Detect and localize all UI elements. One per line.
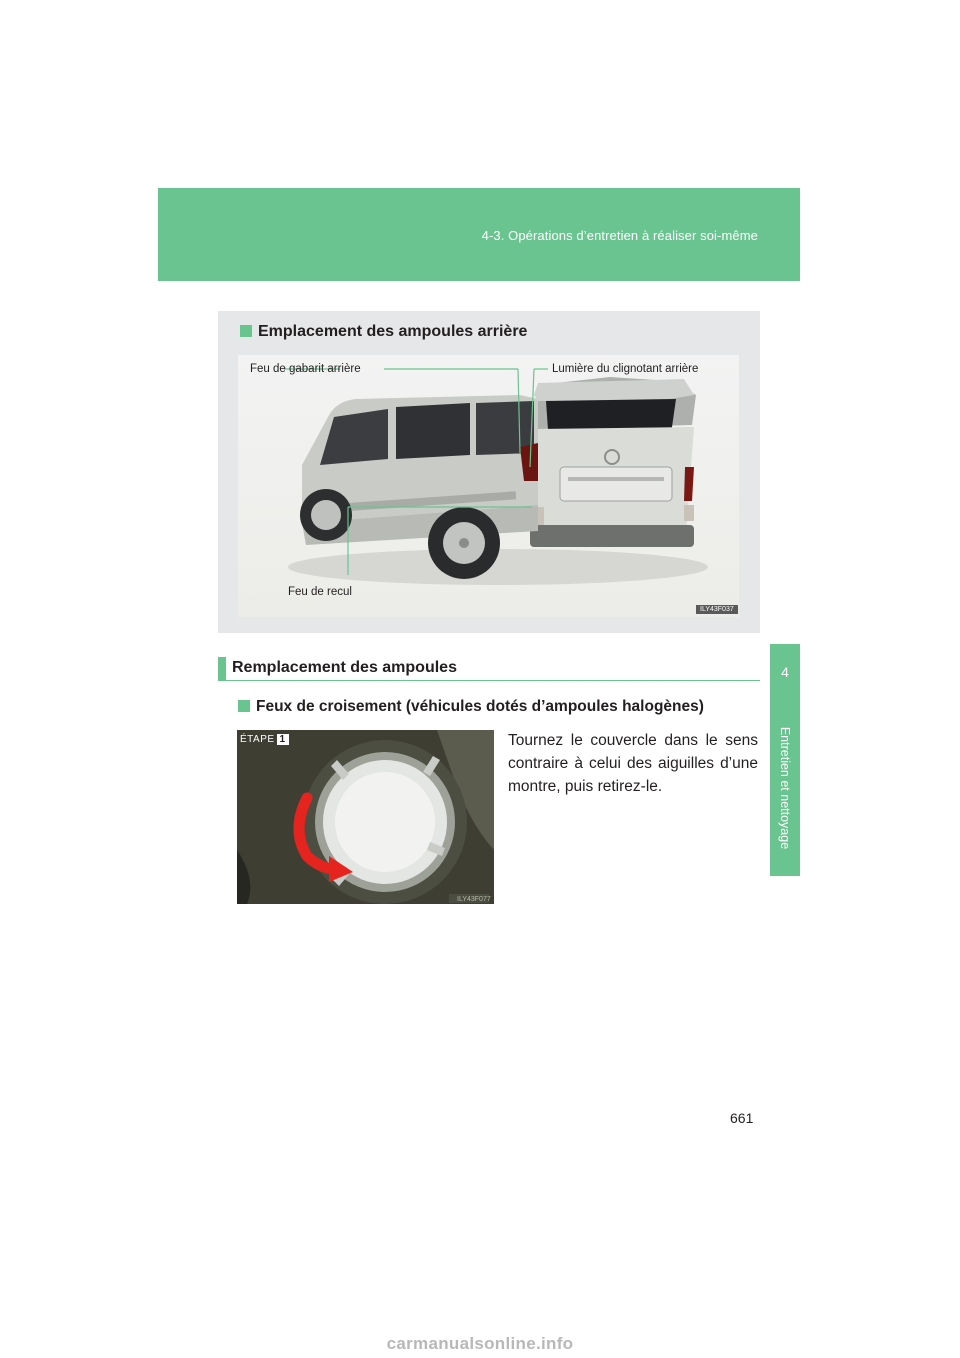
chapter-label-wrapper xyxy=(771,708,799,868)
page-number: 661 xyxy=(730,1110,754,1126)
rear-car-photo xyxy=(238,355,739,617)
square-bullet-icon xyxy=(238,700,250,712)
subsection-heading-text: Feux de croisement (véhicules dotés d’ampoules halogènes) xyxy=(256,698,704,715)
chapter-side-tab xyxy=(770,644,800,876)
rear-bulb-location-panel xyxy=(218,311,760,633)
step-number: 1 xyxy=(277,734,289,745)
backup-light-callout: Feu de recul xyxy=(288,586,352,598)
step-label-text: ÉTAPE xyxy=(240,734,275,745)
subsection-heading xyxy=(238,698,704,716)
turn-signal-callout: Lumière du clignotant arrière xyxy=(552,363,699,375)
headlight-cover-illustration xyxy=(237,730,494,904)
step-label xyxy=(240,734,289,745)
tail-light-callout: Feu de gabarit arrière xyxy=(250,363,361,375)
site-watermark[interactable]: carmanualsonline.info xyxy=(386,1334,574,1353)
step-1-instruction: Tournez le couvercle dans le sens contraire à celui des aiguilles d’une montre, puis retirez-le. xyxy=(508,732,758,795)
step-1-photo xyxy=(237,730,494,904)
rear-bulb-heading-text: Emplacement des ampoules arrière xyxy=(258,323,528,340)
chapter-title: 4-3. Opérations d’entretien à réaliser soi-même xyxy=(481,228,758,243)
suv-rear-illustration xyxy=(238,355,739,617)
section-accent-bar xyxy=(218,657,226,681)
square-bullet-icon xyxy=(240,325,252,337)
section-header xyxy=(218,657,760,681)
section-title: Remplacement des ampoules xyxy=(232,659,457,676)
chapter-number: 4 xyxy=(781,664,789,680)
step-photo-code: ILY43F077 xyxy=(457,896,491,903)
rear-bulb-heading xyxy=(240,323,527,341)
chapter-label: Entretien et nettoyage xyxy=(778,726,792,850)
rear-photo-code: ILY43F037 xyxy=(696,605,738,614)
section-underline xyxy=(226,680,760,681)
chapter-header-band xyxy=(158,188,800,281)
